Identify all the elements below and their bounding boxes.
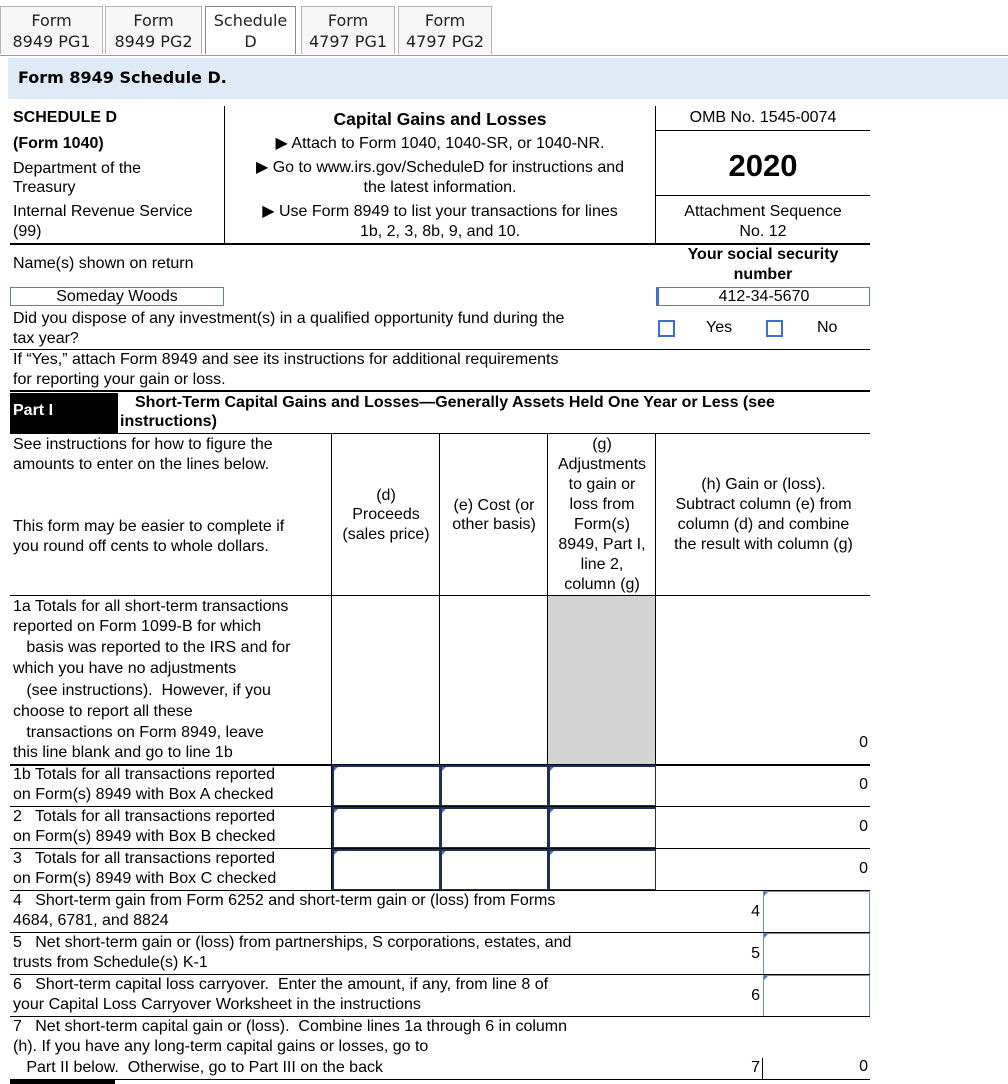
line-6-text: 6 Short-term capital loss carryover. Enter the amount, if any, from line 8 of <box>13 976 549 993</box>
line-3-cost-input[interactable] <box>440 849 548 891</box>
goto-instruction: ▶ Go to www.irs.gov/ScheduleD for instructions and <box>255 159 625 176</box>
col-g-header: Adjustments <box>557 456 647 473</box>
col-g-header: loss from <box>569 496 635 513</box>
line-2-h-value: 0 <box>859 818 868 835</box>
line-2-text: on Form(s) 8949 with Box B checked <box>13 828 276 845</box>
oz-question: tax year? <box>13 330 79 347</box>
line-7-text: Part II below. Otherwise, go to Part III on the back <box>13 1059 383 1076</box>
form-label: (Form 1040) <box>13 135 104 152</box>
line-3-adjustments-input[interactable] <box>548 849 656 891</box>
line-3-proceeds-input[interactable] <box>332 849 440 891</box>
line-6-text: your Capital Loss Carryover Worksheet in the instructions <box>13 996 421 1013</box>
divider <box>10 433 870 434</box>
line-1a-text: which you have no adjustments <box>13 660 237 677</box>
line-7-h-value: 0 <box>859 1058 868 1075</box>
tab-form-8949-pg2[interactable] <box>105 6 202 54</box>
part-label: Part I <box>10 393 118 433</box>
line-3-text: 3 Totals for all transactions reported <box>13 850 276 867</box>
line-4-input[interactable] <box>763 891 870 933</box>
shaded-cell <box>548 596 655 764</box>
line-4-text: 4684, 6781, and 8824 <box>13 912 169 929</box>
name-input[interactable]: Someday Woods <box>10 287 224 306</box>
line-5-text: trusts from Schedule(s) K-1 <box>13 954 208 971</box>
col-g-header: to gain or <box>568 476 636 493</box>
part-marker <box>10 1080 115 1084</box>
intro-text: you round off cents to whole dollars. <box>13 538 269 555</box>
divider <box>10 390 870 392</box>
line-2-cost-input[interactable] <box>440 807 548 849</box>
tab-label: Form <box>424 11 466 30</box>
col-d-header: (sales price) <box>342 526 430 543</box>
ssn-label: number <box>733 266 793 283</box>
col-h-header: the result with column (g) <box>674 536 853 553</box>
divider <box>10 595 870 596</box>
tab-form-8949-pg1[interactable] <box>0 6 103 54</box>
line-1a-text: transactions on Form 8949, leave <box>13 724 264 741</box>
line-1a-text: 1a Totals for all short-term transactions <box>13 598 289 615</box>
tab-schedule-d[interactable] <box>205 6 296 54</box>
col-e-header: (e) Cost (or <box>453 497 535 514</box>
oz-question: Did you dispose of any investment(s) in a qualified opportunity fund during the <box>13 310 565 327</box>
line-number: 6 <box>751 987 760 1004</box>
schedule-label: SCHEDULE D <box>13 109 118 126</box>
line-1b-h-value: 0 <box>859 776 868 793</box>
attachment-sequence: Attachment Sequence <box>684 203 842 220</box>
dept-label: Department of the <box>13 160 142 177</box>
tab-label: Form <box>31 11 72 30</box>
col-g-header: 8949, Part I, <box>558 536 646 553</box>
line-number: 5 <box>751 945 760 962</box>
omb-number: OMB No. 1545-0074 <box>689 109 837 126</box>
line-number: 7 <box>751 1059 760 1076</box>
tab-label: 8949 PG2 <box>114 32 193 51</box>
name-label: Name(s) shown on return <box>13 255 194 272</box>
line-3-h-value: 0 <box>859 860 868 877</box>
line-1a-text: basis was reported to the IRS and for <box>13 639 291 656</box>
col-g-header: column (g) <box>564 576 640 593</box>
line-1a-h-value: 0 <box>859 734 868 751</box>
tab-label: 8949 PG1 <box>12 32 91 51</box>
tab-label: Form <box>133 11 174 30</box>
line-2-adjustments-input[interactable] <box>548 807 656 849</box>
col-h-header: (h) Gain or (loss). <box>701 476 826 493</box>
line-2-text: 2 Totals for all transactions reported <box>13 808 276 825</box>
divider <box>224 106 225 244</box>
tab-label: Schedule <box>213 11 288 30</box>
tab-form-4797-pg2[interactable] <box>398 6 492 54</box>
col-h-header: column (d) and combine <box>677 516 850 533</box>
tab-divider <box>0 55 1008 56</box>
line-1a-text: this line blank and go to line 1b <box>13 744 233 761</box>
irs-label: (99) <box>13 223 42 240</box>
line-7-text: 7 Net short-term capital gain or (loss). Combine lines 1a through 6 in column <box>13 1018 568 1035</box>
line-1b-cost-input[interactable] <box>440 765 548 807</box>
tab-label: 4797 PG2 <box>405 32 485 51</box>
page-title: Form 8949 Schedule D. <box>8 58 1008 99</box>
col-d-header: (d) <box>376 487 396 504</box>
part-title: instructions) <box>120 413 217 430</box>
goto-instruction: the latest information. <box>363 179 517 196</box>
no-checkbox[interactable] <box>766 320 783 337</box>
line-6-input[interactable] <box>763 975 870 1017</box>
oz-note: If “Yes,” attach Form 8949 and see its instructions for additional requirements <box>13 351 559 368</box>
no-label: No <box>817 319 838 336</box>
use-instruction: 1b, 2, 3, 8b, 9, and 10. <box>359 223 521 240</box>
ssn-label: Your social security <box>687 246 839 263</box>
divider <box>656 130 870 131</box>
form-title: Capital Gains and Losses <box>333 109 547 129</box>
tab-label: 4797 PG1 <box>308 32 388 51</box>
irs-label: Internal Revenue Service <box>13 203 193 220</box>
oz-note: for reporting your gain or loss. <box>13 371 226 388</box>
tab-label: D <box>244 32 257 51</box>
line-1b-text: on Form(s) 8949 with Box A checked <box>13 786 274 803</box>
line-2-proceeds-input[interactable] <box>332 807 440 849</box>
yes-checkbox[interactable] <box>658 320 675 337</box>
col-g-header: (g) <box>592 436 612 453</box>
line-3-text: on Form(s) 8949 with Box C checked <box>13 870 277 887</box>
tab-label: Form <box>327 11 369 30</box>
line-1a-text: reported on Form 1099-B for which <box>13 618 262 635</box>
ssn-input[interactable]: 412-34-5670 <box>656 287 870 306</box>
col-e-header: other basis) <box>452 516 536 533</box>
dept-label: Treasury <box>13 179 76 196</box>
line-1b-proceeds-input[interactable] <box>332 765 440 807</box>
col-g-header: Form(s) <box>574 516 630 533</box>
attach-instruction: ▶ Attach to Form 1040, 1040-SR, or 1040-NR. <box>275 135 605 152</box>
line-4-text: 4 Short-term gain from Form 6252 and short-term gain or (loss) from Forms <box>13 892 556 909</box>
line-1b-adjustments-input[interactable] <box>548 765 656 807</box>
intro-text: This form may be easier to complete if <box>13 518 285 535</box>
intro-text: amounts to enter on the lines below. <box>13 456 270 473</box>
line-1b-text: 1b Totals for all transactions reported <box>13 766 276 783</box>
col-g-header: line 2, <box>580 556 624 573</box>
col-h-header: Subtract column (e) from <box>675 496 852 513</box>
attachment-sequence: No. 12 <box>739 223 787 240</box>
line-5-input[interactable] <box>763 933 870 975</box>
use-instruction: ▶ Use Form 8949 to list your transactions for lines <box>262 203 618 220</box>
intro-text: See instructions for how to figure the <box>13 436 273 453</box>
tab-form-4797-pg1[interactable] <box>301 6 395 54</box>
col-d-header: Proceeds <box>352 506 420 523</box>
line-1a-text: choose to report all these <box>13 703 193 720</box>
tax-year: 2020 <box>728 148 798 183</box>
line-number: 4 <box>751 903 760 920</box>
line-7-text: (h). If you have any long-term capital gains or losses, go to <box>13 1038 429 1055</box>
divider <box>656 195 870 196</box>
divider <box>10 1079 870 1080</box>
line-5-text: 5 Net short-term gain or (loss) from partnerships, S corporations, estates, and <box>13 934 572 951</box>
yes-label: Yes <box>706 319 733 336</box>
part-title: Short-Term Capital Gains and Losses—Generally Assets Held One Year or Less (see <box>135 394 775 411</box>
line-1a-text: (see instructions). However, if you <box>13 682 271 699</box>
